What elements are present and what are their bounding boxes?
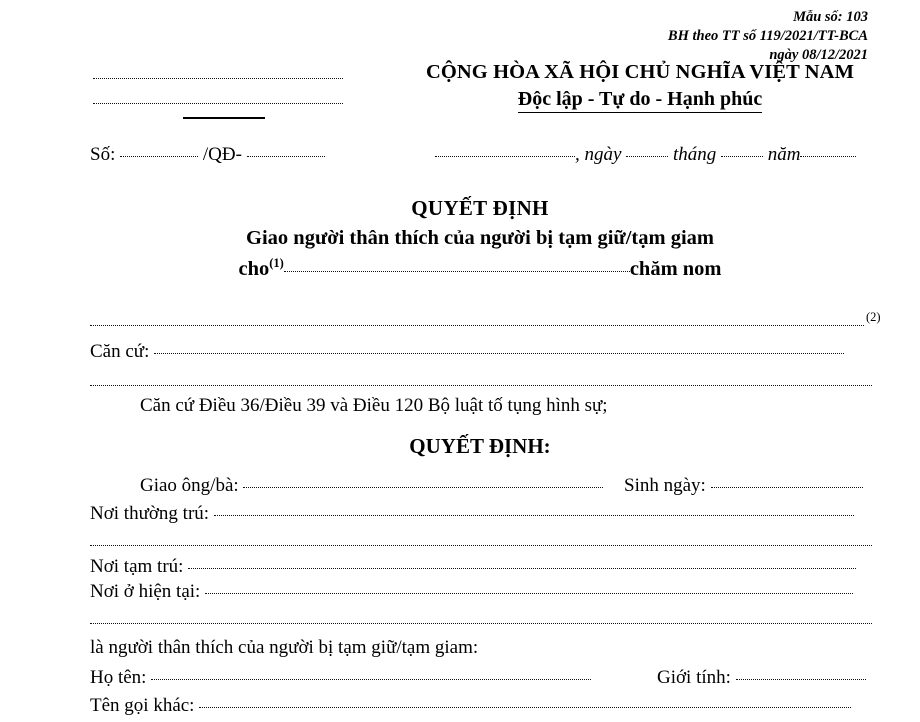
national-heading-line1: CỘNG HÒA XÃ HỘI CHỦ NGHĨA VIỆT NAM — [425, 61, 855, 83]
date-line — [435, 144, 856, 166]
basis-input[interactable] — [154, 353, 844, 354]
alias-input[interactable] — [199, 707, 851, 708]
basis-footnote-marker: (2) — [866, 310, 881, 324]
full-name-line — [90, 667, 591, 689]
full-name-label: Họ tên: — [90, 667, 147, 688]
current-residence-line — [90, 581, 853, 603]
document-number-line — [90, 144, 325, 166]
current-residence-label: Nơi ở hiện tại: — [90, 581, 201, 602]
current-residence-input[interactable] — [205, 593, 853, 594]
basis-line — [90, 341, 844, 363]
temporary-residence-line — [90, 556, 856, 578]
basis-preline[interactable] — [90, 325, 864, 326]
assign-person-label: Giao ông/bà: — [140, 475, 239, 496]
form-code-line1: Mẫu số: 103 — [793, 9, 868, 25]
gender-line — [657, 667, 866, 689]
gender-label: Giới tính: — [657, 667, 731, 688]
national-heading-line2-text: Độc lập - Tự do - Hạnh phúc — [518, 88, 762, 113]
permanent-residence-continuation[interactable] — [90, 545, 872, 546]
document-number-suffix-input[interactable] — [247, 156, 325, 157]
temporary-residence-label: Nơi tạm trú: — [90, 556, 184, 577]
decision-heading — [180, 434, 780, 459]
month-label: tháng — [672, 144, 717, 165]
temporary-residence-input[interactable] — [188, 568, 856, 569]
basis-continuation-line[interactable] — [90, 385, 872, 386]
alias-label: Tên gọi khác: — [90, 695, 195, 716]
permanent-residence-label: Nơi thường trú: — [90, 503, 210, 524]
decision-heading-text: QUYẾT ĐỊNH: — [409, 434, 551, 458]
basis-label: Căn cứ: — [90, 341, 150, 362]
year-label: năm — [767, 144, 801, 165]
document-number-input[interactable] — [120, 156, 198, 157]
assign-person-input[interactable] — [243, 487, 603, 488]
year-input[interactable] — [800, 156, 856, 157]
month-input[interactable] — [721, 156, 763, 157]
birth-date-line — [624, 475, 863, 497]
relation-statement: là người thân thích của người bị tạm giữ/tạm giam: — [90, 637, 479, 658]
page-subtitle: Giao người thân thích của người bị tạm giữ/tạm giam — [246, 227, 714, 249]
alias-line — [90, 695, 851, 717]
cho-label: cho — [238, 257, 270, 280]
gender-input[interactable] — [736, 679, 866, 680]
form-code-block — [668, 8, 868, 65]
day-label: ngày — [584, 144, 622, 165]
national-heading-line2 — [400, 88, 880, 111]
cho-line — [150, 256, 810, 281]
place-input[interactable] — [435, 156, 575, 157]
cho-footnote-marker: (1) — [269, 256, 284, 270]
legal-article-line: Căn cứ Điều 36/Điều 39 và Điều 120 Bộ luật tố tụng hình sự; — [140, 395, 608, 416]
page-title: QUYẾT ĐỊNH — [411, 196, 549, 220]
document-number-separator: /QĐ- — [202, 144, 242, 165]
date-comma: , — [575, 144, 580, 165]
form-code-line2: BH theo TT số 119/2021/TT-BCA — [667, 28, 868, 44]
permanent-residence-line — [90, 503, 854, 525]
cho-tail: chăm nom — [629, 257, 722, 280]
full-name-input[interactable] — [151, 679, 591, 680]
form-code-line3: ngày 08/12/2021 — [769, 47, 868, 63]
permanent-residence-input[interactable] — [214, 515, 854, 516]
assign-person-line — [140, 475, 603, 497]
birth-date-input[interactable] — [711, 487, 863, 488]
issuing-org-line2[interactable] — [93, 103, 343, 104]
current-residence-continuation[interactable] — [90, 623, 872, 624]
cho-input[interactable] — [284, 271, 630, 272]
org-divider-rule — [183, 117, 265, 119]
issuing-org-line1[interactable] — [93, 78, 343, 79]
birth-date-label: Sinh ngày: — [624, 475, 706, 496]
document-number-label: Số: — [90, 144, 116, 165]
day-input[interactable] — [626, 156, 668, 157]
